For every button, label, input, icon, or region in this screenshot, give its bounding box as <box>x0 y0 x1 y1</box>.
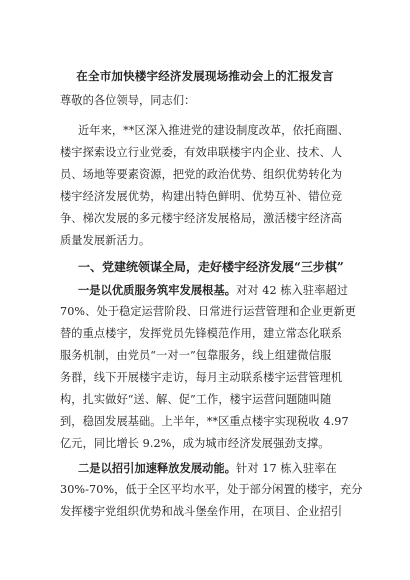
point-lead: 二是以招引加速释放发展动能。 <box>78 461 237 475</box>
intro-line: 近年来，**区深入推进党的建设制度改革，依托商圈、 <box>78 124 350 137</box>
point-lead: 一是以优质服务筑牢发展根基。 <box>78 283 237 297</box>
paragraph-line: 构，扎实做好“送、解、促”工作，楼宇运营问题随叫随 <box>60 393 332 406</box>
point-text: 针对 17 栋入驻率在 <box>236 462 337 475</box>
paragraph-line: 亿元，同比增长 9.2%，成为城市经济发展强劲支撑。 <box>60 437 330 450</box>
intro-line: 争、梯次发展的多元楼宇经济发展格局，激活楼宇经济高 <box>60 212 343 225</box>
intro-line: 楼宇经济发展优势，构建出特色鲜明、优势互补、错位竞 <box>60 190 343 203</box>
intro-line: 质量发展新活力。 <box>60 234 151 247</box>
document-title: 在全市加快楼宇经济发展现场推动会上的汇报发言 <box>76 69 334 83</box>
paragraph-line: 30%-70%，低于全区平均水平，处于部分闲置的楼宇，充分 <box>60 483 363 496</box>
paragraph-line: 服务机制，由党员“一对一”包靠服务，线上组建微信服 <box>60 349 332 362</box>
section-heading: 一、党建统领谋全局，走好楼宇经济发展“三步棋” <box>78 260 344 274</box>
paragraph-line: 替的重点楼宇，发挥党员先锋模范作用，建立常态化联系 <box>60 327 343 340</box>
paragraph-line: 70%、处于稳定运营阶段、日常进行运营管理和企业更新更 <box>60 305 357 318</box>
paragraph-first-line <box>78 461 337 476</box>
intro-line: 员、场地等要素资源，把党的政治优势、组织优势转化为 <box>60 168 343 181</box>
salutation: 尊敬的各位领导，同志们： <box>60 94 196 107</box>
paragraph-first-line <box>78 283 348 298</box>
intro-line: 楼宇探索设立行业党委，有效串联楼宇内企业、技术、人 <box>60 146 343 159</box>
point-text: 对对 42 栋入驻率超过 <box>236 284 349 297</box>
paragraph-line: 务群，线下开展楼宇走访，每月主动联系楼宇运营管理机 <box>60 371 343 384</box>
paragraph-line: 发挥楼宇党组织优势和战斗堡垒作用，在项目、企业招引 <box>60 505 343 518</box>
paragraph-line: 到，稳固发展基础。上半年，**区重点楼宇实现税收 4.97 <box>60 415 349 428</box>
